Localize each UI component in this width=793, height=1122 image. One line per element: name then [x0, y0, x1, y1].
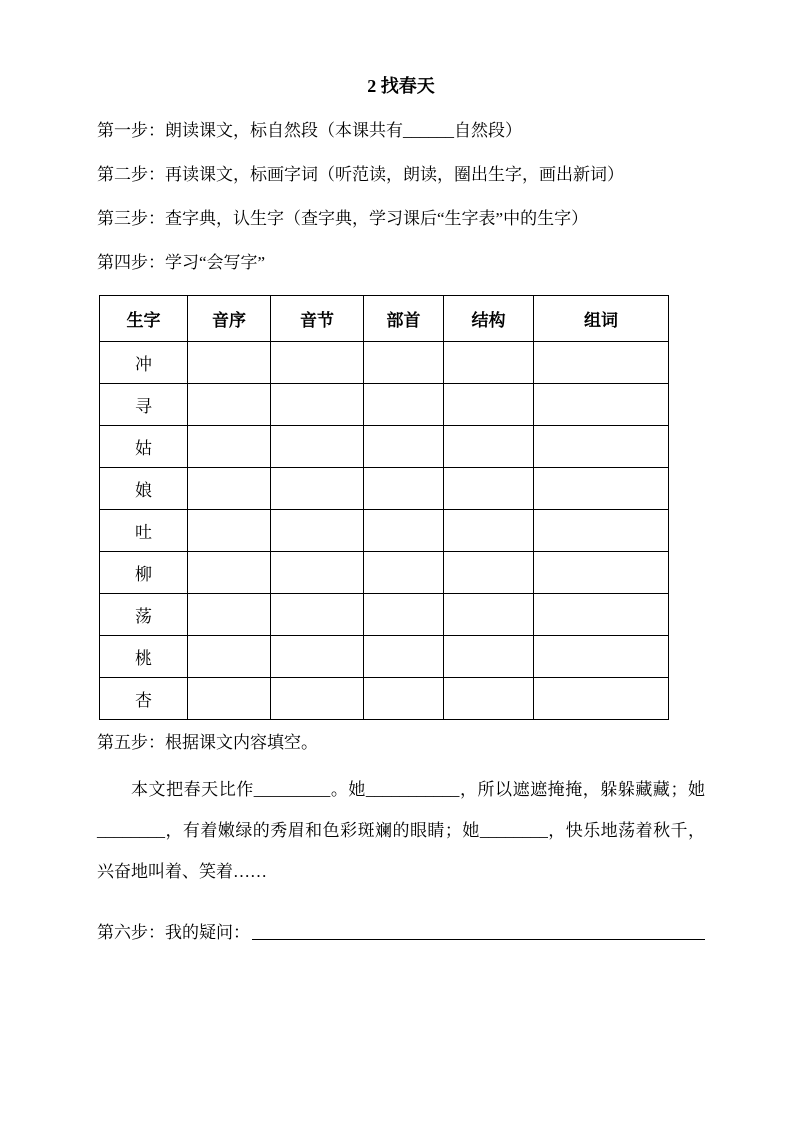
- char-cell: 桃: [100, 636, 188, 678]
- blank-cell: [364, 468, 444, 510]
- char-cell: 寻: [100, 384, 188, 426]
- blank-cell: [444, 594, 534, 636]
- blank-cell: [364, 426, 444, 468]
- header-yinjie: 音节: [271, 296, 364, 342]
- fill-in-paragraph: 本文把春天比作_________。她___________，所以遮遮掩掩，躲躲藏藏；她________，有着嫩绿的秀眉和色彩斑斓的眼睛；她________，快乐地荡着秋千，兴奋地叫着、笑着……: [97, 780, 705, 881]
- blank-cell: [444, 384, 534, 426]
- blank-cell: [534, 342, 669, 384]
- step-6-label: 第六步：我的疑问：: [97, 923, 250, 942]
- blank-cell: [271, 342, 364, 384]
- blank-cell: [364, 342, 444, 384]
- header-jiegou: 结构: [444, 296, 534, 342]
- header-bushou: 部首: [364, 296, 444, 342]
- vocab-row: [100, 552, 669, 594]
- answer-blank-line: [252, 925, 705, 940]
- blank-cell: [271, 384, 364, 426]
- blank-cell: [534, 384, 669, 426]
- vocab-table: [99, 295, 669, 720]
- blank-cell: [444, 552, 534, 594]
- blank-cell: [364, 678, 444, 720]
- blank-cell: [444, 468, 534, 510]
- vocab-row: [100, 342, 669, 384]
- blank-cell: [188, 678, 271, 720]
- blank-cell: [364, 594, 444, 636]
- blank-cell: [534, 510, 669, 552]
- blank-cell: [188, 342, 271, 384]
- vocab-row: [100, 678, 669, 720]
- blank-cell: [188, 552, 271, 594]
- blank-cell: [188, 384, 271, 426]
- vocab-header-row: [100, 296, 669, 342]
- blank-cell: [271, 678, 364, 720]
- step-5: 第五步：根据课文内容填空。: [97, 733, 318, 752]
- blank-cell: [444, 636, 534, 678]
- vocab-row: [100, 510, 669, 552]
- blank-cell: [271, 594, 364, 636]
- blank-cell: [364, 384, 444, 426]
- step-4: 第四步：学习“会写字”: [97, 253, 266, 272]
- blank-cell: [444, 342, 534, 384]
- blank-cell: [444, 678, 534, 720]
- char-cell: 吐: [100, 510, 188, 552]
- blank-cell: [271, 426, 364, 468]
- vocab-row: [100, 384, 669, 426]
- blank-cell: [188, 426, 271, 468]
- vocab-row: [100, 594, 669, 636]
- blank-cell: [534, 426, 669, 468]
- char-cell: 柳: [100, 552, 188, 594]
- blank-cell: [534, 678, 669, 720]
- header-yinxu: 音序: [188, 296, 271, 342]
- blank-cell: [271, 552, 364, 594]
- blank-cell: [188, 510, 271, 552]
- char-cell: 荡: [100, 594, 188, 636]
- blank-cell: [444, 426, 534, 468]
- vocab-row: [100, 468, 669, 510]
- blank-cell: [534, 594, 669, 636]
- blank-cell: [188, 636, 271, 678]
- blank-cell: [534, 468, 669, 510]
- blank-cell: [271, 510, 364, 552]
- step-3: 第三步：查字典，认生字（查字典，学习课后“生字表”中的生字）: [97, 209, 589, 228]
- step-6: [97, 923, 705, 943]
- blank-cell: [188, 468, 271, 510]
- blank-cell: [364, 636, 444, 678]
- vocab-row: [100, 426, 669, 468]
- blank-cell: [444, 510, 534, 552]
- header-zuci: 组词: [534, 296, 669, 342]
- char-cell: 娘: [100, 468, 188, 510]
- step-1: 第一步：朗读课文，标自然段（本课共有______自然段）: [97, 121, 522, 140]
- blank-cell: [364, 510, 444, 552]
- page-title: 2 找春天: [367, 76, 435, 96]
- blank-cell: [271, 468, 364, 510]
- step-2: 第二步：再读课文，标画字词（听范读，朗读，圈出生字，画出新词）: [97, 165, 624, 184]
- header-shengzi: 生字: [100, 296, 188, 342]
- blank-cell: [271, 636, 364, 678]
- blank-cell: [188, 594, 271, 636]
- char-cell: 杏: [100, 678, 188, 720]
- blank-cell: [364, 552, 444, 594]
- char-cell: 冲: [100, 342, 188, 384]
- blank-cell: [534, 636, 669, 678]
- char-cell: 姑: [100, 426, 188, 468]
- vocab-row: [100, 636, 669, 678]
- blank-cell: [534, 552, 669, 594]
